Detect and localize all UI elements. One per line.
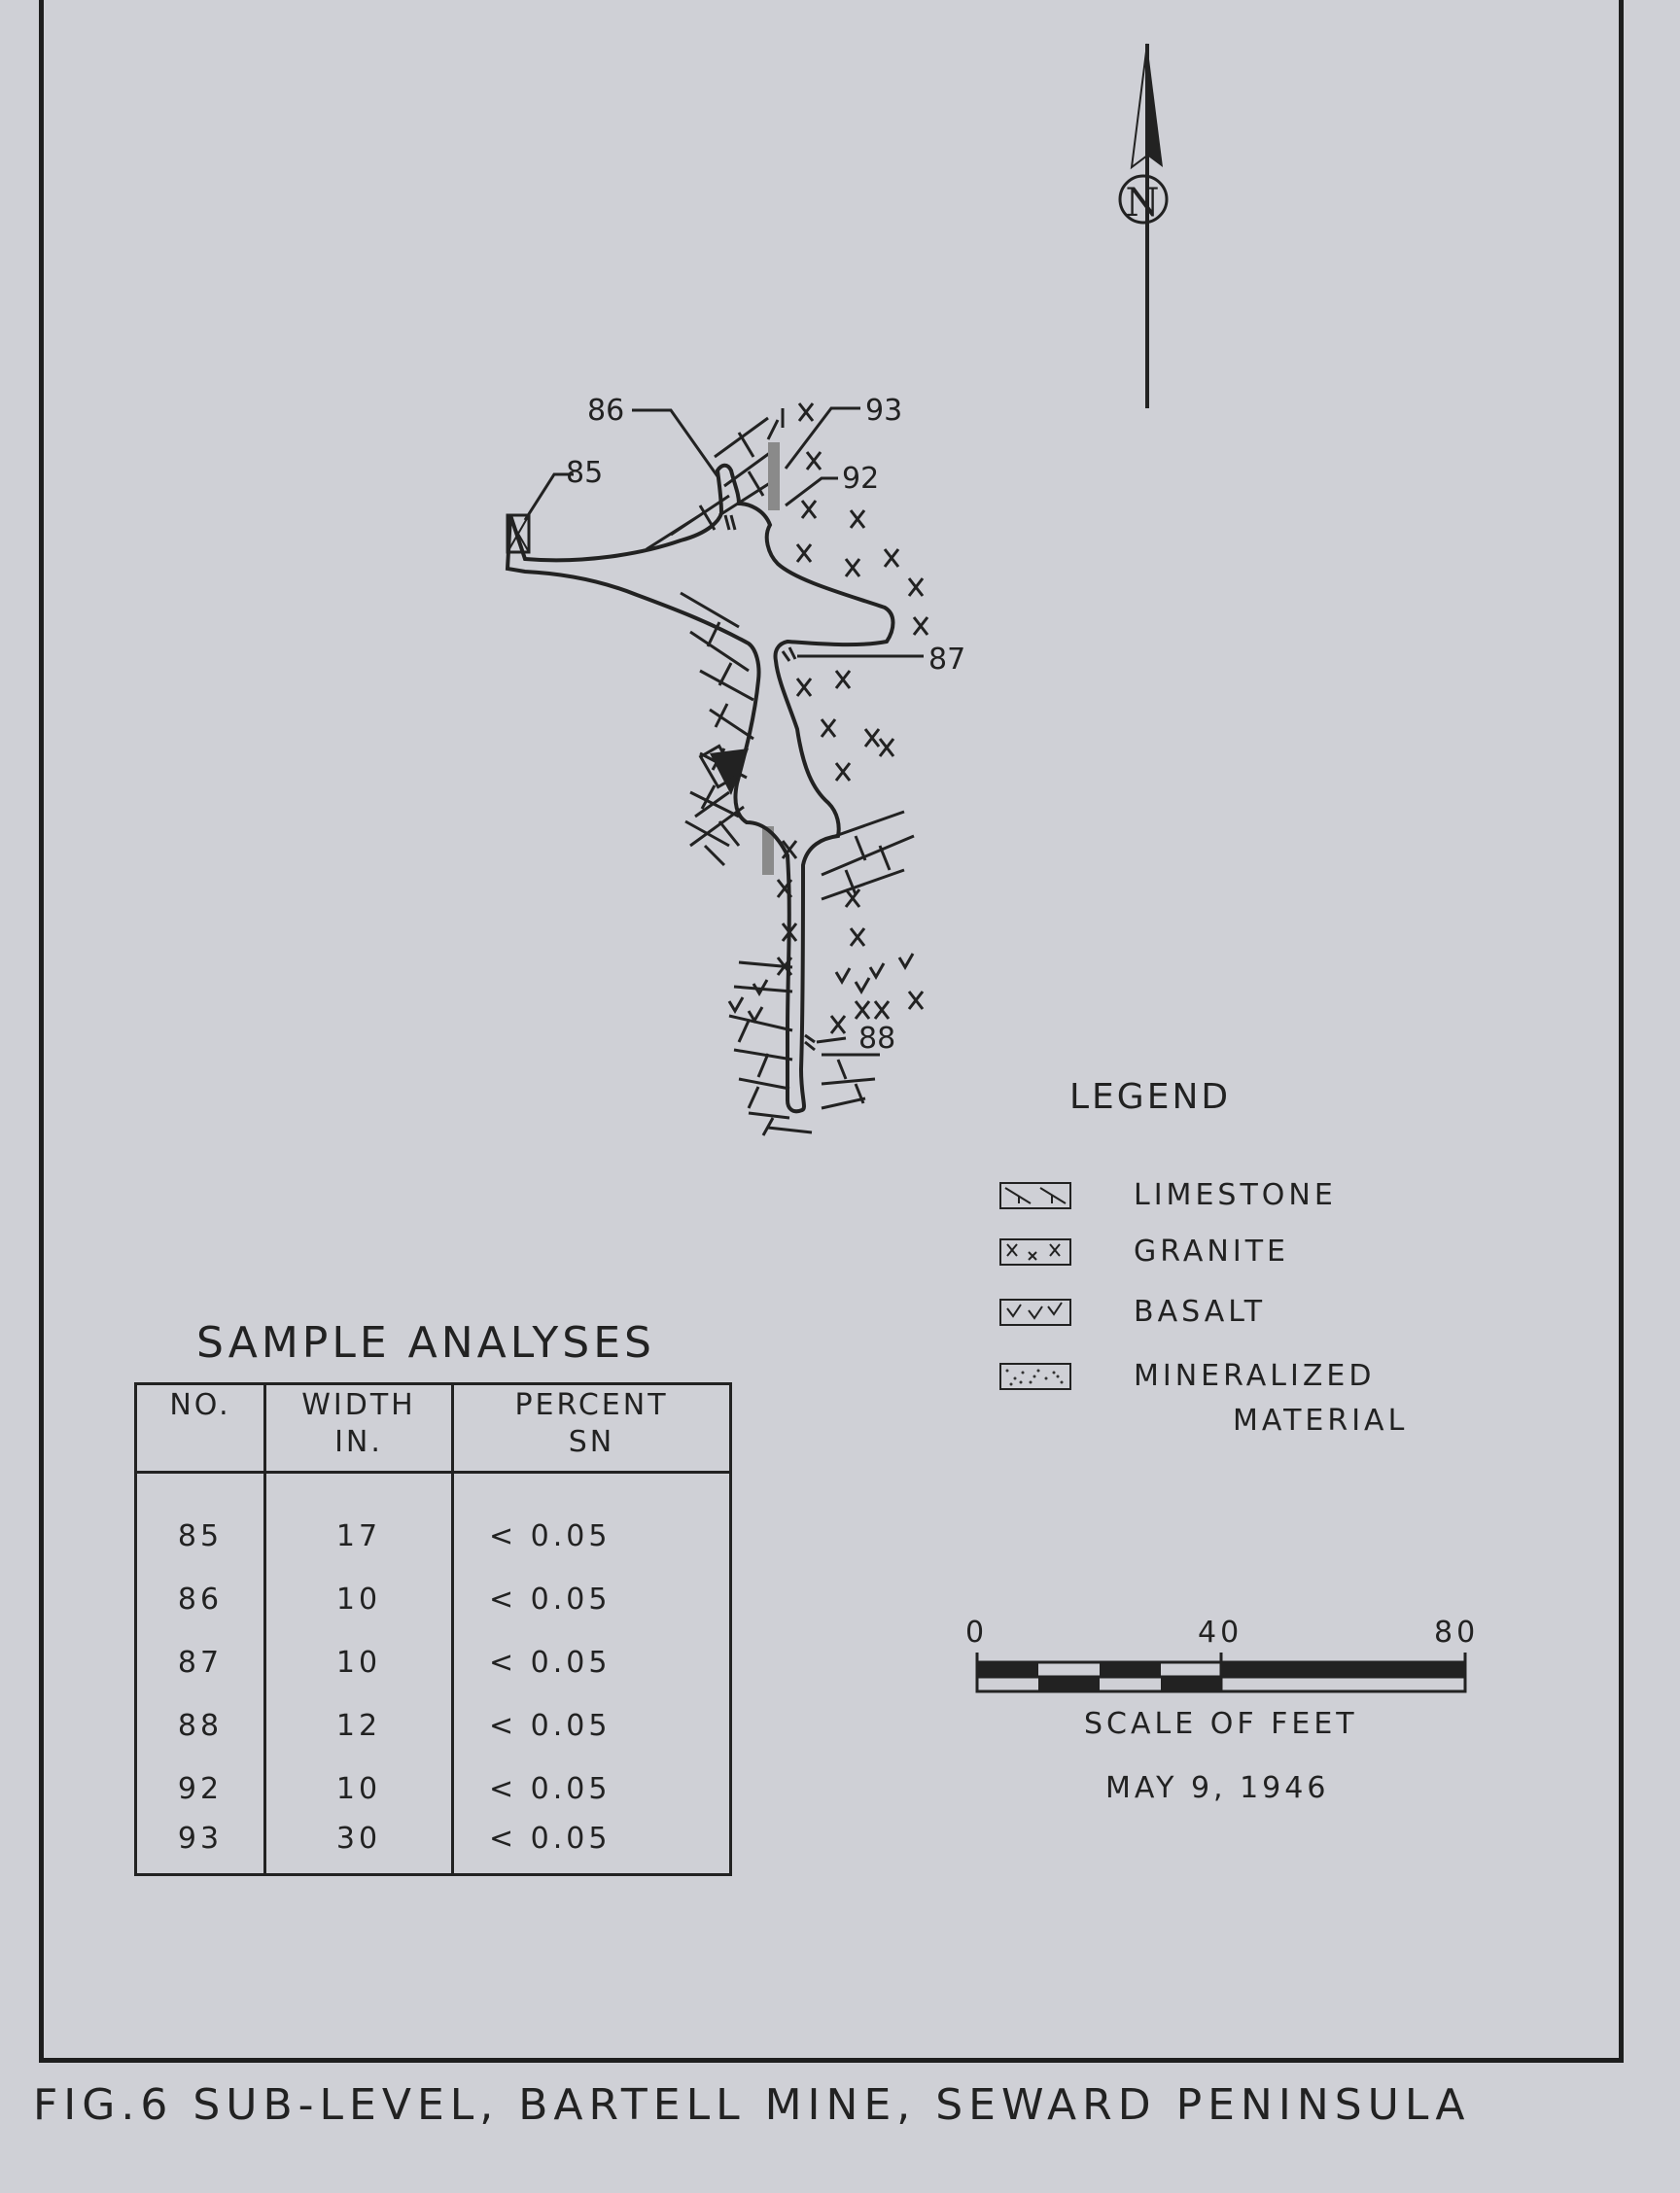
sample-label-93: 93 bbox=[865, 394, 903, 428]
legend-label-line2: MATERIAL bbox=[1233, 1404, 1409, 1438]
sample-label-87: 87 bbox=[928, 643, 966, 677]
scale-tick-0: 0 bbox=[965, 1616, 989, 1650]
mineralized-pattern-icon bbox=[999, 1363, 1071, 1390]
table-title: SAMPLE ANALYSES bbox=[196, 1318, 655, 1368]
column-header-width: WIDTH IN. bbox=[265, 1384, 453, 1473]
figure-caption: FIG.6 SUB-LEVEL, BARTELL MINE, SEWARD PENINSULA bbox=[33, 2080, 1471, 2130]
north-label: N bbox=[1125, 181, 1160, 226]
north-arrow-icon bbox=[1120, 44, 1167, 408]
table-row: 92 10 < 0.05 bbox=[136, 1758, 731, 1821]
mine-workings-outline bbox=[508, 466, 896, 1112]
sample-label-85: 85 bbox=[566, 456, 604, 490]
table-row: 85 17 < 0.05 bbox=[136, 1505, 731, 1568]
sample-label-92: 92 bbox=[842, 462, 880, 496]
legend-label: GRANITE bbox=[1134, 1235, 1289, 1269]
legend-label: MINERALIZED bbox=[1134, 1359, 1376, 1393]
scale-tick-80: 80 bbox=[1434, 1616, 1480, 1650]
triangle-marker-icon bbox=[710, 748, 749, 795]
table-row: 87 10 < 0.05 bbox=[136, 1631, 731, 1694]
limestone-pattern-icon bbox=[999, 1182, 1071, 1209]
leader-lines bbox=[525, 408, 924, 1042]
scale-tick-40: 40 bbox=[1198, 1616, 1243, 1650]
basalt-pattern-icon bbox=[999, 1299, 1071, 1326]
table-row: 93 30 < 0.05 bbox=[136, 1821, 731, 1875]
sample-analyses-table bbox=[134, 1382, 732, 1876]
legend-label: BASALT bbox=[1134, 1295, 1267, 1329]
table-row: 86 10 < 0.05 bbox=[136, 1568, 731, 1631]
scale-bar bbox=[977, 1653, 1465, 1691]
scale-title: SCALE OF FEET bbox=[1084, 1707, 1358, 1741]
legend-title: LEGEND bbox=[1069, 1077, 1232, 1117]
column-header-no: NO. bbox=[136, 1384, 265, 1473]
column-header-percent: PERCENT SN bbox=[453, 1384, 731, 1473]
legend-label: LIMESTONE bbox=[1134, 1178, 1337, 1212]
table-row: 88 12 < 0.05 bbox=[136, 1694, 731, 1758]
granite-pattern-icon bbox=[999, 1238, 1071, 1266]
table-spacer bbox=[136, 1473, 731, 1506]
table-header-row bbox=[136, 1384, 731, 1473]
map-date: MAY 9, 1946 bbox=[1105, 1771, 1330, 1805]
sample-label-86: 86 bbox=[587, 394, 625, 428]
granite-marks bbox=[778, 403, 928, 1033]
sample-label-88: 88 bbox=[858, 1022, 896, 1056]
